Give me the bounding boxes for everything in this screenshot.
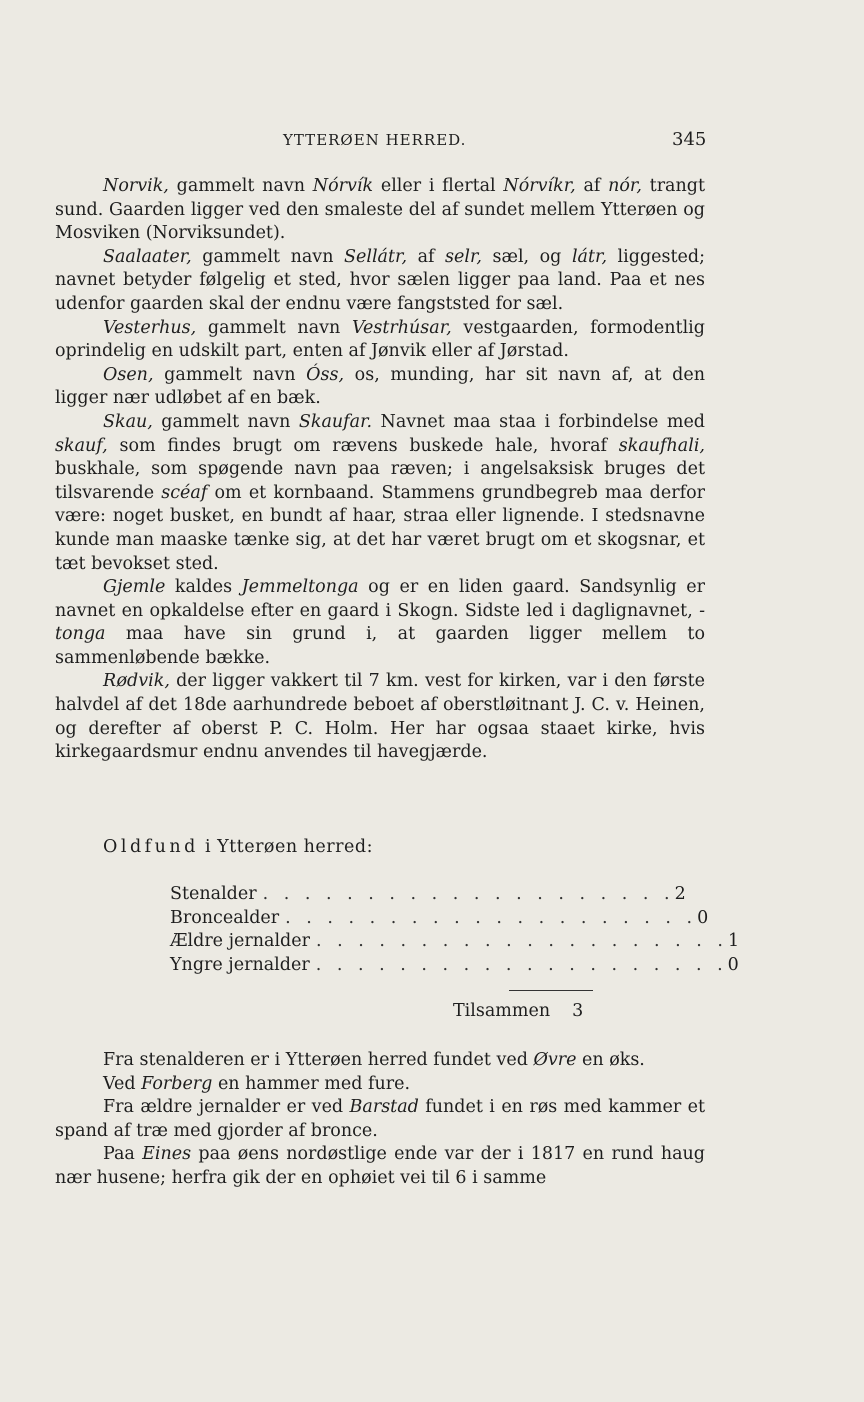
finds-text	[55, 1049, 705, 1191]
paragraph-eines: Paa Eines paa øens nordøstlige ende var der i 1817 en rund haug nær husene; herfra gik der en ophøiet vei til 6 i samme	[55, 1144, 706, 1188]
paragraph-rodvik: Rødvik, der ligger vakkert til 7 km. vest for kirken, var i den første halvdel af det 18de aarhundrede beboet af oberstløitnant J. C. v. Heinen, og derefter af oberst P. C. Holm. Her har ogsaa staaet kirke, hvis kirkegaardsmur endnu anvendes til havegjærde.	[55, 671, 705, 763]
finds-row-label: Stenalder	[170, 884, 257, 904]
finds-row-label: Yngre jernalder	[170, 954, 310, 975]
paragraph-skau: Skau, gammelt navn Skaufar. Navnet maa staa i forbindelse med skauf, som findes brugt om rævens buskede hale, hvoraf skaufhali, buskhale, som spøgende navn paa ræven; i angelsaksisk bruges det tilsvarende scéaf om et kornbaand. Stammens grundbegreb maa derfor være: noget busket, en bundt af haar, straa eller lignende. I stedsnavne kunde man maaske tænke sig, at det har været brugt om et skogsnar, et tæt bevokset sted.	[55, 411, 705, 574]
body-text	[55, 175, 705, 765]
finds-table	[170, 883, 740, 977]
paragraph-ovre: Fra stenalderen er i Ytterøen herred fundet ved Øvre en øks.	[103, 1050, 645, 1070]
total-value: 3	[572, 1001, 584, 1021]
finds-row	[170, 907, 709, 931]
paragraph-osen: Osen, gammelt navn Óss, os, munding, har sit navn af, at den ligger nær udløbet af en bæk.	[55, 364, 705, 409]
paragraph-vesterhus: Vesterhus, gammelt navn Vestrhúsar, vestgaarden, formodentlig oprindelig en udskilt part, enten af Jønvik eller af Jørstad.	[55, 317, 705, 362]
finds-row-label: Broncealder	[170, 907, 280, 928]
page-number: 345	[672, 129, 707, 150]
paragraph-norvik: Norvik, gammelt navn Nórvík eller i flertal Nórvíkr, af nór, trangt sund. Gaarden ligger ved den smaleste del af sundet mellem Ytterøen og Mosviken (Norviksundet).	[55, 176, 705, 244]
running-header: YTTERØEN HERRED.	[283, 131, 467, 149]
paragraph-barstad: Fra ældre jernalder er ved Barstad fundet i en røs med kammer et spand af træ med gjorder af bronce.	[55, 1097, 705, 1141]
finds-row-value: 1	[727, 931, 740, 952]
total-label: Tilsammen	[453, 1001, 551, 1021]
finds-row-value: 0	[727, 954, 739, 975]
leader-dots: . . . . . . . . . . . . . . . . . . . .	[315, 931, 728, 952]
finds-row-value: 2	[674, 884, 686, 904]
paragraph-saalaater: Saalaater, gammelt navn Sellátr, af selr, sæl, og látr, liggested; navnet betyder følgelig et sted, hvor sælen ligger paa land. Paa et nes udenfor gaarden skal der endnu være fangststed for sæl.	[55, 246, 705, 314]
finds-row	[170, 883, 686, 907]
leader-dots: . . . . . . . . . . . . . . . . . . . .	[262, 884, 675, 904]
sum-rule	[509, 990, 593, 991]
finds-total	[453, 1001, 583, 1021]
finds-row-label: Ældre jernalder	[170, 931, 310, 952]
paragraph-forberg: Ved Forberg en hammer med fure.	[103, 1073, 411, 1094]
leader-dots: . . . . . . . . . . . . . . . . . . . .	[315, 954, 728, 975]
paragraph-gjemle: Gjemle kaldes Jemmeltonga og er en liden gaard. Sandsynlig er navnet en opkaldelse efter en gaard i Skogn. Sidste led i daglignavnet, -tonga maa have sin grund i, at gaarden ligger mellem to sammenløbende bække.	[55, 577, 705, 668]
finds-heading: Oldfund i Ytterøen herred:	[103, 837, 373, 857]
finds-row	[170, 954, 739, 978]
finds-row-value: 0	[697, 907, 709, 928]
leader-dots: . . . . . . . . . . . . . . . . . . . .	[285, 907, 698, 928]
finds-row	[170, 930, 740, 954]
